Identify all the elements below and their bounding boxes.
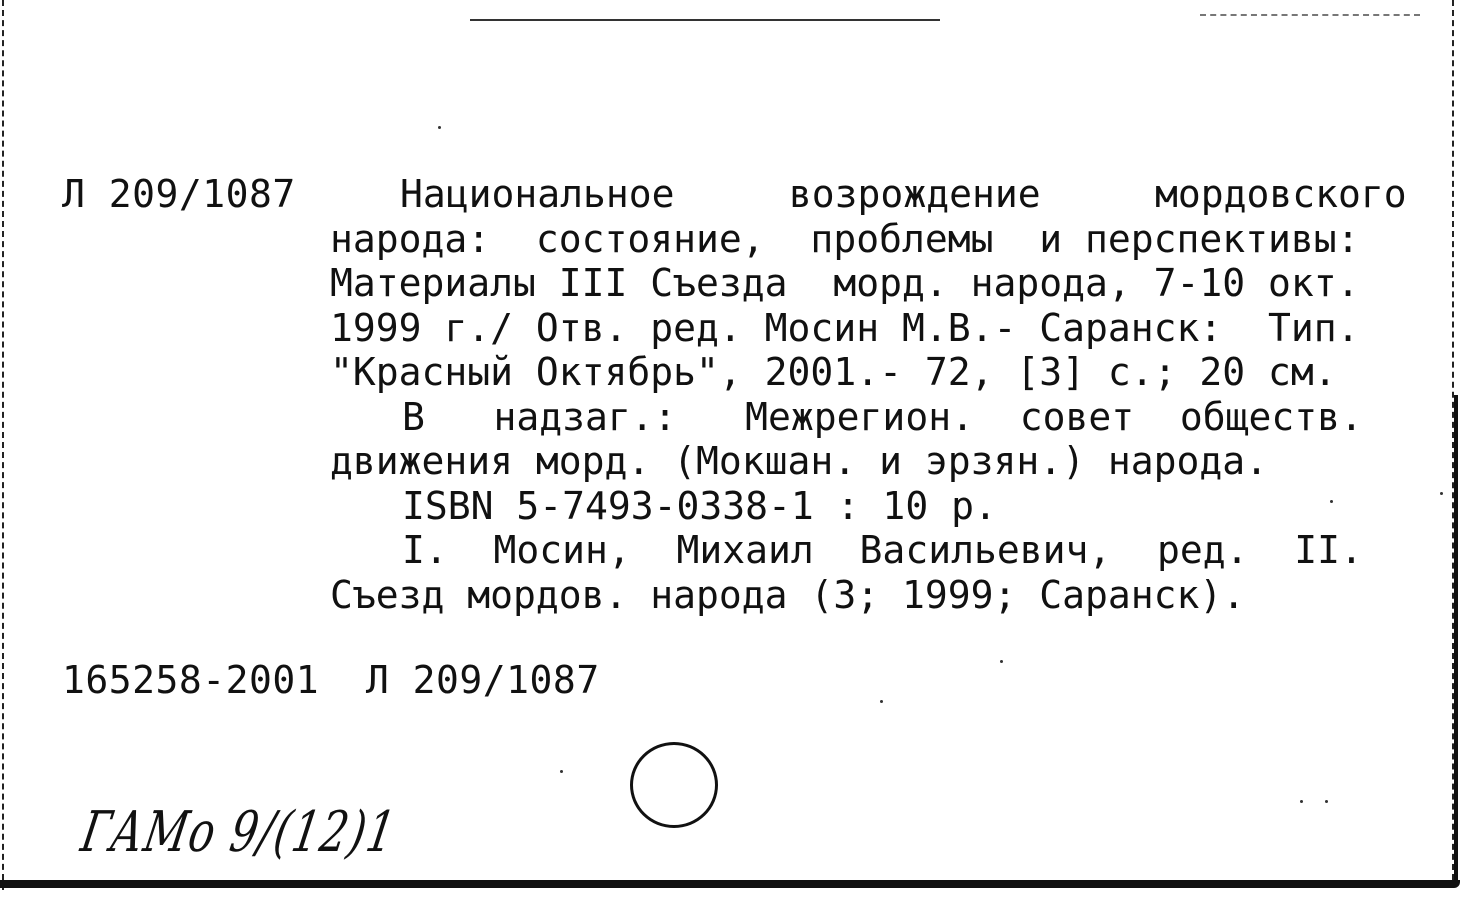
note-line: движения морд. (Мокшан. и эрзян.) народа. [330, 439, 1268, 483]
card-top-rule [470, 19, 940, 21]
scan-speck [1000, 660, 1003, 663]
tracing-line: I. Мосин, Михаил Васильевич, ред. II. [402, 528, 1363, 572]
description-line: народа: состояние, проблемы и перспективы: [330, 216, 1360, 261]
card-bottom-edge [0, 880, 1460, 888]
note-line: В надзаг.: Межрегион. совет обществ. [402, 394, 1363, 439]
accession-number: 165258-2001 Л 209/1087 [62, 658, 600, 702]
scan-speck [438, 126, 441, 129]
scan-speck [1300, 800, 1303, 803]
description-line: Национальное возрождение мордовского [400, 172, 1407, 216]
scan-speck [1325, 800, 1328, 803]
description-line: 1999 г./ Отв. ред. Мосин М.В.- Саранск: Тип. [330, 305, 1360, 350]
bibliographic-description [330, 172, 1426, 617]
description-line: Материалы III Съезда морд. народа, 7-10 окт. [330, 261, 1360, 305]
card-right-edge [1454, 395, 1458, 880]
scan-speck [560, 770, 563, 773]
card-left-border [2, 0, 6, 890]
handwritten-note: ГАМо 9/(12)1 [76, 800, 402, 865]
description-line: "Красный Октябрь", 2001.- 72, [3] с.; 20 см. [330, 350, 1337, 394]
isbn-line: ISBN 5-7493-0338-1 : 10 р. [402, 483, 997, 528]
scan-speck [1440, 492, 1443, 495]
tracing-line: Съезд мордов. народа (3; 1999; Саранск). [330, 572, 1246, 617]
card-punch-hole [630, 742, 718, 828]
card-top-dash [1200, 14, 1420, 16]
scan-speck [880, 700, 883, 703]
call-number: Л 209/1087 [62, 172, 296, 216]
